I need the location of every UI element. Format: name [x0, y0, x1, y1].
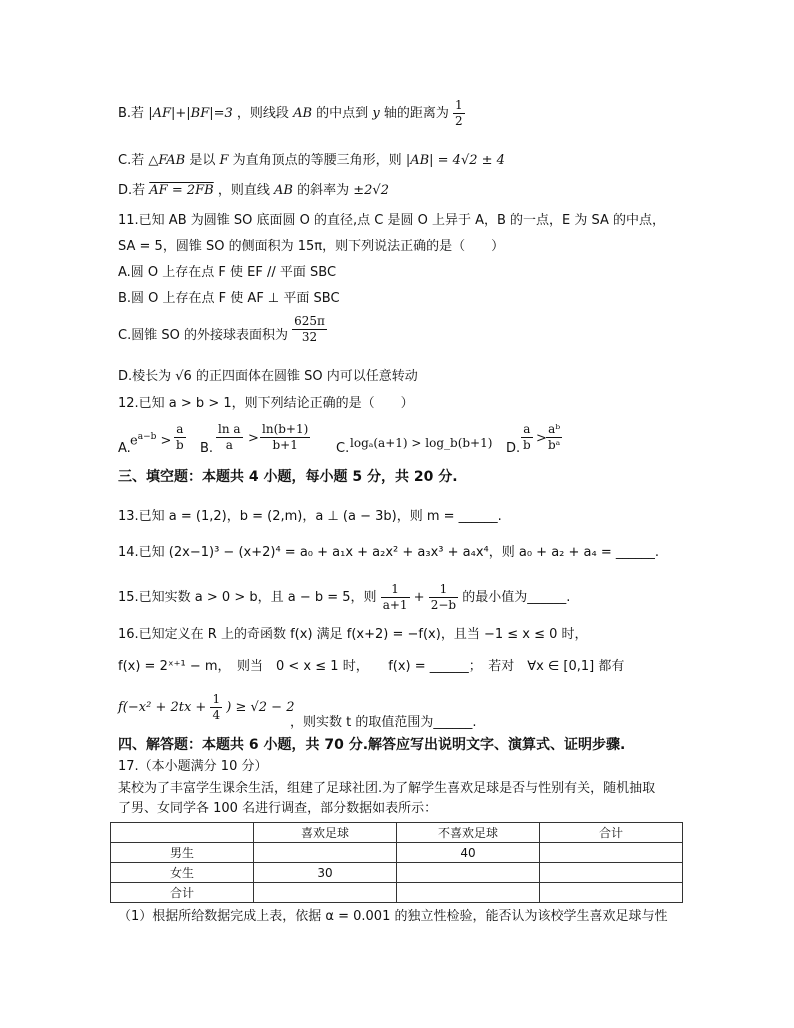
fraction-numerator: 1 [454, 98, 463, 112]
table-header-cell: 不喜欢足球 [397, 823, 540, 843]
table-header-cell: 喜欢足球 [254, 823, 397, 843]
fraction-numerator: 1 [212, 692, 221, 706]
table-row [111, 883, 683, 903]
q15-fraction2 [429, 582, 458, 613]
fraction-denominator: 2−b [430, 598, 457, 612]
table-header-cell [111, 823, 254, 843]
table-cell: 男生 [111, 843, 254, 863]
section-4-heading: 四、解答题：本题共 6 小题，共 70 分.解答应写出说明文字、演算式、证明步骤. [118, 737, 626, 753]
q16-line3-suffix: ) ≥ √2 − 2 [226, 700, 295, 715]
q15 [118, 582, 570, 613]
q17-sub1: （1）根据所给数据完成上表，依据 α = 0.001 的独立性检验，能否认为该校学生喜欢足球与性 [118, 909, 668, 924]
q14: 14.已知 (2x−1)³ − (x+2)⁴ = a₀ + a₁x + a₂x² + a₃x³ + a₄x⁴，则 a₀ + a₂ + a₄ = ______. [118, 545, 660, 560]
table-cell: 合计 [111, 883, 254, 903]
fraction-numerator: a [174, 422, 186, 438]
option-b-line [118, 98, 465, 129]
fraction-denominator: b+1 [272, 438, 298, 452]
q13: 13.已知 a = (1,2)，b = (2,m)，a ⊥ (a − 3b)，则 m = ______. [118, 509, 502, 524]
option-b-expr: |AF|+|BF|=3 [148, 106, 233, 121]
table-header-cell: 合计 [540, 823, 683, 843]
fraction-numerator: 1 [429, 582, 458, 598]
q15-plus: + [413, 590, 425, 605]
option-b-ab: AB [293, 106, 313, 121]
option-c-f: F [219, 153, 229, 168]
option-d-text: ，则直线 [217, 183, 270, 198]
q12-a-expr [130, 428, 171, 450]
q11-line1: 11.已知 AB 为圆锥 SO 底面圆 O 的直径,点 C 是圆 O 上异于 A，B 的一点，E 为 SA 的中点， [118, 213, 666, 228]
q11-option-d: D.棱长为 √6 的正四面体在圆锥 SO 内可以任意转动 [118, 369, 418, 384]
q16-line4: ，则实数 t 的取值范围为______. [290, 715, 477, 730]
table-cell [397, 863, 540, 883]
fraction-denominator: 4 [212, 708, 221, 722]
fraction-denominator: a+1 [382, 598, 408, 612]
table-header-row [111, 823, 683, 843]
option-b-fraction [453, 98, 465, 129]
fraction-denominator: 2 [454, 114, 463, 128]
option-d-text2: 的斜率为 [297, 183, 350, 198]
q16-line3 [118, 692, 294, 723]
option-c-line [118, 152, 505, 170]
option-c-result: |AB| = 4√2 ± 4 [405, 153, 505, 168]
q12-d-fraction1 [521, 422, 533, 453]
q12-b-fraction1 [216, 422, 243, 453]
table-cell [254, 843, 397, 863]
q15-prefix: 15.已知实数 a > 0 > b，且 a − b = 5，则 [118, 590, 377, 605]
fraction-numerator: ln(b+1) [262, 422, 309, 436]
q12-c-label: C. [336, 441, 350, 456]
option-d-line [118, 182, 389, 200]
q17-data-table [110, 822, 683, 903]
fraction-numerator: aᵇ [546, 422, 562, 438]
table-row [111, 843, 683, 863]
option-c-expr: △FAB [148, 153, 186, 168]
q11-option-a: A.圆 O 上存在点 F 使 EF // 平面 SBC [118, 265, 337, 280]
q17-para2: 了男、女同学各 100 名进行调查，部分数据如表所示： [118, 801, 438, 816]
fraction-denominator: 32 [301, 330, 318, 344]
q16-line1: 16.已知定义在 R 上的奇函数 f(x) 满足 f(x+2) = −f(x)，且当 −1 ≤ x ≤ 0 时， [118, 627, 588, 642]
section-3-heading: 三、填空题：本题共 4 小题，每小题 5 分，共 20 分. [118, 469, 458, 485]
table-cell [397, 883, 540, 903]
option-c-label: C.若 [118, 153, 145, 168]
q11-option-c [118, 314, 327, 351]
q12-a-fraction [174, 422, 186, 453]
q16-fraction [210, 692, 222, 723]
q12-a-exponent: a−b [137, 432, 157, 442]
table-row [111, 863, 683, 883]
option-d-ab: AB [274, 183, 293, 198]
fraction-denominator: b [523, 438, 531, 452]
q17-title: 17.（本小题满分 10 分） [118, 759, 268, 774]
table-cell [254, 883, 397, 903]
fraction-denominator: b [176, 438, 184, 452]
q11-option-b: B.圆 O 上存在点 F 使 AF ⊥ 平面 SBC [118, 291, 340, 306]
fraction-numerator: a [521, 422, 533, 438]
fraction-denominator: bᵃ [548, 438, 561, 452]
q11-line2: SA = 5，圆锥 SO 的侧面积为 15π，则下列说法正确的是（ ） [118, 239, 505, 254]
q12-d-label: D. [506, 441, 521, 456]
q12-b-label: B. [200, 441, 214, 456]
q15-suffix: 的最小值为______. [462, 590, 571, 605]
table-cell: 40 [397, 843, 540, 863]
table-cell [540, 843, 683, 863]
option-b-text: ，则线段 [236, 106, 289, 121]
option-b-text2: 的中点到 [316, 106, 369, 121]
option-b-y: y [372, 106, 380, 121]
q12-stem: 12.已知 a > b > 1，则下列结论正确的是（ ） [118, 396, 414, 411]
q12-b-gt: > [248, 431, 259, 446]
q12-a-base: e [130, 433, 138, 449]
fraction-numerator: 1 [381, 582, 410, 598]
table-cell [540, 863, 683, 883]
q11-option-c-text: C.圆锥 SO 的外接球表面积为 [118, 328, 288, 343]
q12-d-fraction2 [546, 422, 562, 453]
q12-a-label: A. [118, 441, 131, 456]
q12-b-fraction2 [260, 422, 310, 453]
fraction-denominator: a [225, 438, 233, 452]
q12-c-expr: logₐ(a+1) > log_b(b+1) [350, 436, 493, 450]
fraction-numerator: 625π [294, 314, 325, 328]
option-d-label: D.若 [118, 183, 146, 198]
q11-option-c-fraction [292, 314, 327, 345]
option-c-text: 是以 [189, 153, 216, 168]
fraction-numerator: ln a [218, 422, 241, 436]
option-b-label: B.若 [118, 106, 145, 121]
q15-fraction1 [381, 582, 410, 613]
option-d-expr: AF = 2FB [149, 183, 214, 198]
option-b-text3: 轴的距离为 [383, 106, 449, 121]
q12-d-gt: > [536, 431, 547, 446]
option-d-result: ±2√2 [353, 183, 389, 198]
table-cell: 30 [254, 863, 397, 883]
q17-para1: 某校为了丰富学生课余生活，组建了足球社团.为了解学生喜欢足球是否与性别有关，随机抽取 [118, 781, 656, 796]
q16-line2: f(x) = 2ˣ⁺¹ − m， 则当 0 < x ≤ 1 时， f(x) = ______； 若对 ∀x ∈ [0,1] 都有 [118, 659, 625, 674]
q12-a-gt: > [160, 433, 172, 449]
table-cell: 女生 [111, 863, 254, 883]
option-c-text2: 为直角顶点的等腰三角形，则 [232, 153, 402, 168]
table-cell [540, 883, 683, 903]
q16-line3-prefix: f(−x² + 2tx + [118, 700, 211, 715]
